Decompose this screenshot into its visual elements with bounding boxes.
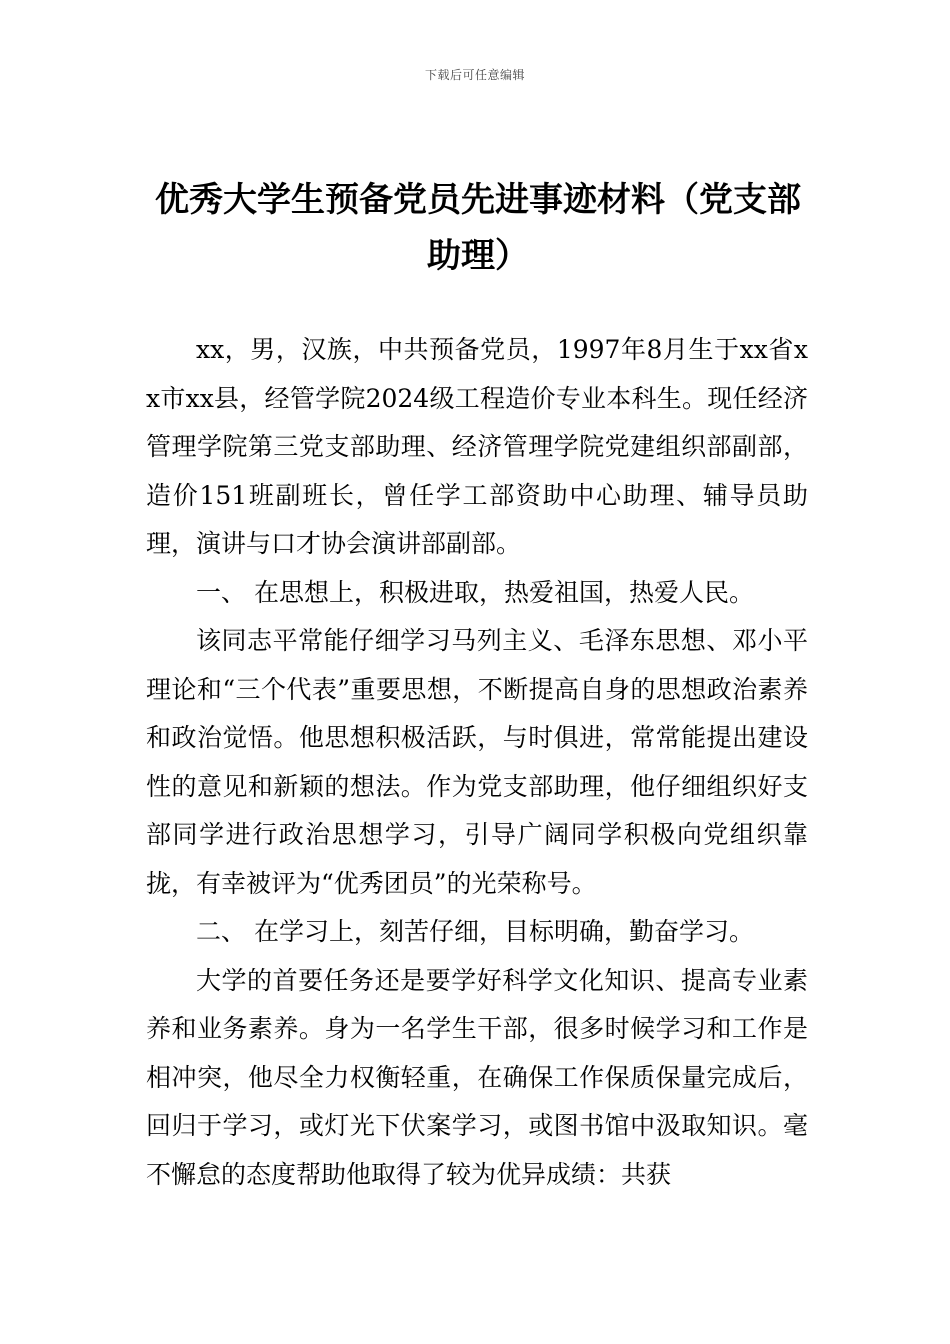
paragraph-thought: 该同志平常能仔细学习马列主义、毛泽东思想、邓小平理论和“三个代表”重要思想，不断提高自身的思想政治素养和政治觉悟。他思想积极活跃，与时俱进，常常能提出建设性的意见和新颖的想法。作为党支部助理，他仔细组织好支部同学进行政治思想学习，引导广阔同学积极向党组织靠拢，有幸被评为“优秀团员”的光荣称号。 <box>146 626 808 898</box>
paragraph-intro: xx，男，汉族，中共预备党员，1997年8月生于xx省xx市xx县，经管学院2024级工程造价专业本科生。现任经济管理学院第三党支部助理、经济管理学院党建组织部副部，造价151班副班长，曾任学工部资助中心助理、辅导员助理，演讲与口才协会演讲部副部。 <box>146 335 808 558</box>
paragraph-study: 大学的首要任务还是要学好科学文化知识、提高专业素养和业务素养。身为一名学生干部，很多时候学习和工作是相冲突，他尽全力权衡轻重，在确保工作保质保量完成后，回归于学习，或灯光下伏案学习，或图书馆中汲取知识。毫不懈怠的态度帮助他取得了较为优异成绩：共获 <box>146 965 808 1189</box>
document-title: 优秀大学生预备党员先进事迹材料（党支部助理） <box>155 180 801 276</box>
header-note: 下载后可任意编辑 <box>424 68 525 82</box>
section-heading-study: 二、 在学习上，刻苦仔细，目标明确，勤奋学习。 <box>196 917 754 946</box>
document-body <box>146 326 808 1199</box>
section-heading-thought: 一、 在思想上，积极进取，热爱祖国，热爱人民。 <box>196 577 754 607</box>
